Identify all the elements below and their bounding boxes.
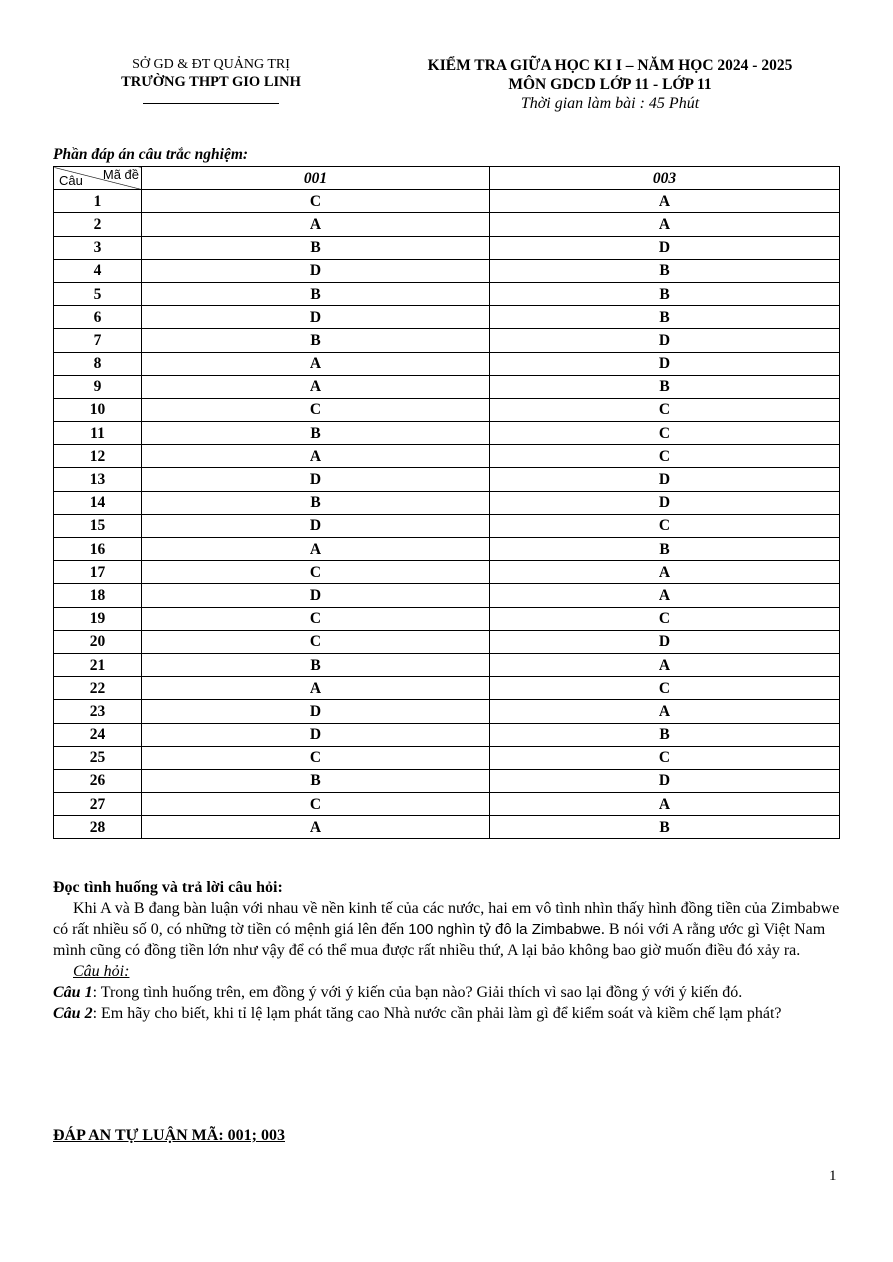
question-1-label: Câu 1 xyxy=(53,984,93,1001)
answer-cell: A xyxy=(490,213,840,236)
question-number-cell: 22 xyxy=(54,677,142,700)
answer-cell: D xyxy=(490,491,840,514)
question-number-cell: 7 xyxy=(54,329,142,352)
answer-cell: D xyxy=(142,468,490,491)
table-row xyxy=(54,422,840,445)
situation-heading: Đọc tình huống và trả lời câu hỏi: xyxy=(53,879,283,896)
question-number-cell: 1 xyxy=(54,190,142,213)
table-row xyxy=(54,329,840,352)
question-number-cell: 5 xyxy=(54,282,142,305)
question-number-cell: 23 xyxy=(54,700,142,723)
table-row xyxy=(54,816,840,839)
answer-cell: D xyxy=(142,259,490,282)
table-row xyxy=(54,306,840,329)
answer-cell: A xyxy=(490,561,840,584)
table-row xyxy=(54,491,840,514)
table-row xyxy=(54,769,840,792)
answer-table-body xyxy=(54,190,840,839)
answer-cell: A xyxy=(142,816,490,839)
table-row xyxy=(54,561,840,584)
situation-text-highlight: 100 nghìn tỷ đô la Zimbabwe xyxy=(408,921,601,938)
exam-code-label: Mã đề xyxy=(102,167,139,182)
answer-cell: A xyxy=(490,190,840,213)
answer-cell: D xyxy=(142,514,490,537)
table-row xyxy=(54,584,840,607)
answer-cell: C xyxy=(490,398,840,421)
answer-cell: D xyxy=(490,630,840,653)
answer-cell: A xyxy=(142,677,490,700)
question-number-cell: 27 xyxy=(54,793,142,816)
answer-cell: D xyxy=(490,352,840,375)
question-number-cell: 8 xyxy=(54,352,142,375)
answer-cell: C xyxy=(490,422,840,445)
situation-section xyxy=(53,877,843,1024)
table-row xyxy=(54,190,840,213)
question-number-cell: 2 xyxy=(54,213,142,236)
answer-cell: C xyxy=(142,190,490,213)
question-number-cell: 4 xyxy=(54,259,142,282)
answer-section-title: Phần đáp án câu trắc nghiệm: xyxy=(53,146,249,163)
answer-cell: B xyxy=(142,236,490,259)
exam-duration: Thời gian làm bài : 45 Phút xyxy=(520,95,700,112)
question-number-cell: 16 xyxy=(54,538,142,561)
question-number-cell: 24 xyxy=(54,723,142,746)
situation-text-end: . B nói với A rằng ước gì Việt Nam mình cũng có đồng tiền lớn như vậy để có thể mua được rất nhiều thứ, A lại bảo không bao giờ muốn điều đó xảy ra. xyxy=(53,921,826,959)
question-2-text: : Em hãy cho biết, khi tỉ lệ lạm phát tăng cao Nhà nước cần phải làm gì để kiểm soát và kiềm chế lạm phát? xyxy=(92,1005,782,1022)
table-row xyxy=(54,630,840,653)
questions-label: Câu hỏi: xyxy=(73,963,130,980)
question-number-cell: 14 xyxy=(54,491,142,514)
answer-cell: A xyxy=(142,375,490,398)
answer-cell: C xyxy=(142,630,490,653)
table-row xyxy=(54,375,840,398)
page-number: 1 xyxy=(829,1168,837,1184)
exam-subject: MÔN GDCD LỚP 11 - LỚP 11 xyxy=(508,76,712,93)
header-right xyxy=(380,56,840,114)
question-1-text: : Trong tình huống trên, em đồng ý với ý kiến của bạn nào? Giải thích vì sao lại đồng ý với ý kiến đó. xyxy=(92,984,743,1001)
question-number-cell: 19 xyxy=(54,607,142,630)
answer-cell: B xyxy=(490,375,840,398)
answer-cell: B xyxy=(142,769,490,792)
answer-cell: A xyxy=(490,793,840,816)
table-row xyxy=(54,653,840,676)
answer-cell: C xyxy=(490,677,840,700)
answer-cell: C xyxy=(490,514,840,537)
answer-cell: A xyxy=(142,352,490,375)
answer-cell: C xyxy=(490,607,840,630)
answer-cell: B xyxy=(142,491,490,514)
header-left xyxy=(96,56,326,104)
answer-cell: C xyxy=(142,561,490,584)
department-name: SỞ GD & ĐT QUẢNG TRỊ xyxy=(132,57,290,72)
exam-code-header: 003 xyxy=(490,167,840,190)
question-number-cell: 18 xyxy=(54,584,142,607)
answer-cell: B xyxy=(142,329,490,352)
answer-cell: A xyxy=(142,213,490,236)
answer-cell: B xyxy=(490,816,840,839)
table-row xyxy=(54,793,840,816)
question-number-cell: 25 xyxy=(54,746,142,769)
table-row xyxy=(54,677,840,700)
answer-cell: B xyxy=(142,422,490,445)
answer-cell: B xyxy=(490,538,840,561)
answer-cell: A xyxy=(490,584,840,607)
answer-cell: A xyxy=(142,538,490,561)
answer-cell: C xyxy=(142,746,490,769)
table-row xyxy=(54,723,840,746)
answer-cell: A xyxy=(490,653,840,676)
question-1 xyxy=(53,982,843,1003)
answer-cell: B xyxy=(142,653,490,676)
answer-cell: D xyxy=(490,329,840,352)
corner-header-cell xyxy=(54,167,142,190)
answer-cell: C xyxy=(142,793,490,816)
answer-cell: D xyxy=(142,723,490,746)
question-number-cell: 26 xyxy=(54,769,142,792)
answer-cell: B xyxy=(490,282,840,305)
answer-key-table xyxy=(53,166,840,839)
question-number-cell: 10 xyxy=(54,398,142,421)
answer-cell: C xyxy=(490,746,840,769)
answer-cell: B xyxy=(490,306,840,329)
table-row xyxy=(54,700,840,723)
table-row xyxy=(54,213,840,236)
question-label: Câu xyxy=(59,173,83,189)
table-header-row xyxy=(54,167,840,190)
situation-paragraph xyxy=(53,898,843,961)
answer-cell: B xyxy=(490,723,840,746)
answer-cell: D xyxy=(490,769,840,792)
answer-cell: C xyxy=(142,398,490,421)
question-number-cell: 20 xyxy=(54,630,142,653)
header-underline xyxy=(143,103,279,104)
exam-title: KIỂM TRA GIỮA HỌC KI I – NĂM HỌC 2024 - 2025 xyxy=(427,57,793,74)
question-number-cell: 13 xyxy=(54,468,142,491)
answer-cell: D xyxy=(142,700,490,723)
situation-text-start: Khi A và B đang bàn luận với nhau về nền kinh tế của các nước, hai em vô tình nhìn thấy hình đồng tiền của Zimbabwe có rất nhiều số 0, có những tờ tiền có mệnh giá lên đến xyxy=(53,900,840,938)
question-2-label: Câu 2 xyxy=(53,1005,93,1022)
table-row xyxy=(54,398,840,421)
question-number-cell: 15 xyxy=(54,514,142,537)
question-number-cell: 11 xyxy=(54,422,142,445)
answer-cell: D xyxy=(490,236,840,259)
answer-cell: B xyxy=(490,259,840,282)
table-row xyxy=(54,468,840,491)
essay-answer-title: ĐÁP AN TỰ LUẬN MÃ: 001; 003 xyxy=(53,1127,285,1144)
answer-cell: C xyxy=(490,445,840,468)
answer-cell: A xyxy=(490,700,840,723)
answer-cell: C xyxy=(142,607,490,630)
question-number-cell: 9 xyxy=(54,375,142,398)
question-number-cell: 3 xyxy=(54,236,142,259)
answer-cell: D xyxy=(142,306,490,329)
answer-cell: A xyxy=(142,445,490,468)
answer-cell: D xyxy=(142,584,490,607)
table-row xyxy=(54,607,840,630)
table-row xyxy=(54,352,840,375)
question-number-cell: 17 xyxy=(54,561,142,584)
table-row xyxy=(54,514,840,537)
table-row xyxy=(54,538,840,561)
answer-cell: D xyxy=(490,468,840,491)
exam-code-header: 001 xyxy=(142,167,490,190)
question-number-cell: 6 xyxy=(54,306,142,329)
question-number-cell: 28 xyxy=(54,816,142,839)
table-row xyxy=(54,746,840,769)
answer-cell: B xyxy=(142,282,490,305)
table-row xyxy=(54,259,840,282)
school-name: TRƯỜNG THPT GIO LINH xyxy=(121,74,301,90)
question-2 xyxy=(53,1003,843,1024)
question-number-cell: 12 xyxy=(54,445,142,468)
question-number-cell: 21 xyxy=(54,653,142,676)
table-row xyxy=(54,282,840,305)
table-row xyxy=(54,236,840,259)
table-row xyxy=(54,445,840,468)
